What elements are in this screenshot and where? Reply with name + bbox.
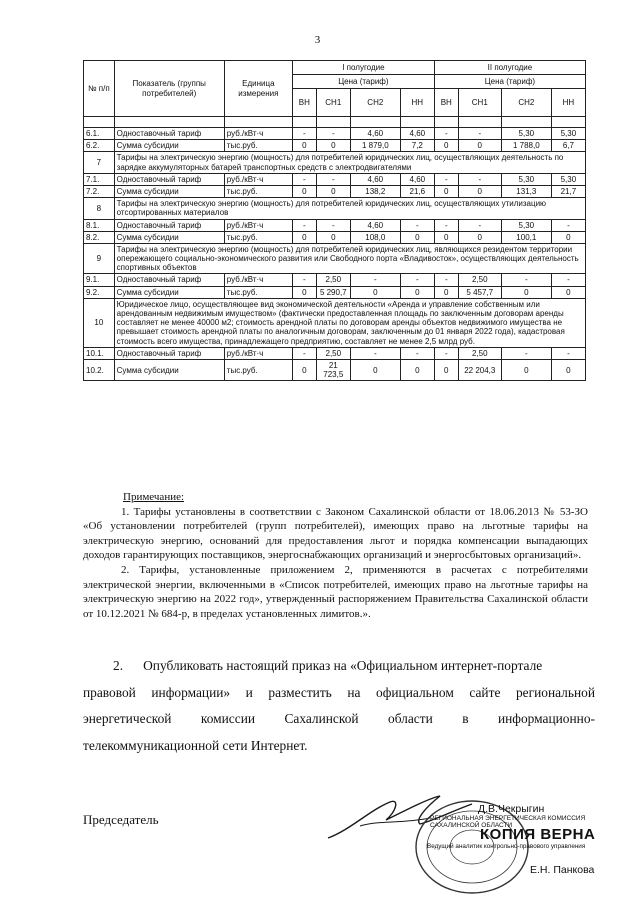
row-value: 0: [292, 286, 316, 298]
row-value: 0: [434, 185, 458, 197]
row-value: -: [458, 173, 501, 185]
row-value: 0: [501, 359, 551, 380]
item-2-line: правовой информации» и разместить на официальном сайте региональной: [83, 684, 595, 700]
row-value: 0: [551, 286, 585, 298]
col-number: [350, 117, 400, 128]
header-half2: II полугодие: [434, 61, 585, 75]
item-2-line: телекоммуникационной сети Интернет.: [83, 737, 308, 753]
row-value: -: [400, 274, 434, 286]
row-value: -: [292, 173, 316, 185]
chairman-name: Д.В.Чекрыгин: [478, 803, 545, 815]
row-value: 0: [434, 140, 458, 152]
row-number: 9: [84, 243, 115, 274]
row-unit: руб./кВт·ч: [224, 274, 292, 286]
row-unit: тыс.руб.: [224, 359, 292, 380]
row-value: 5,30: [501, 173, 551, 185]
row-value: 0: [434, 359, 458, 380]
header-level: СН2: [501, 89, 551, 117]
row-value: 5 457,7: [458, 286, 501, 298]
section-title: Тарифы на электрическую энергию (мощность) для потребителей юридических лиц, являющихся резидентом территории опережающего социально-экономического развития или Свободного порта «Владивосток», осуществляющих деятельность спортивных объектов: [114, 243, 585, 274]
section-title: Юридическое лицо, осуществляющее вид экономической деятельности «Аренда и управление собственным или арендованным недвижимым имуществом» (фактически предоставленная площадь по заключенным договорам аренды составляет не менее 40000 м2; стоимость арендной платы по договорам аренды объектов недвижимого имущества не превышает стоимость арендной платы по аналогичным договорам, заключенным до 01 января 2022 года), кадастровая стоимость всего имущества, принадлежащего предприятию, составляет не менее 2,5 млрд руб.: [114, 298, 585, 347]
row-unit: руб./кВт·ч: [224, 347, 292, 359]
row-value: -: [400, 219, 434, 231]
header-level: СН1: [458, 89, 501, 117]
header-level: НН: [551, 89, 585, 117]
col-number: [292, 117, 316, 128]
row-value: 108,0: [350, 231, 400, 243]
row-value: 0: [292, 359, 316, 380]
header-num: № п/п: [84, 61, 115, 117]
row-value: 6,7: [551, 140, 585, 152]
row-indicator: Сумма субсидии: [114, 140, 224, 152]
table-row: [84, 185, 586, 197]
notes-block: [83, 490, 588, 621]
col-number: [551, 117, 585, 128]
item-2-line: 2. Опубликовать настоящий приказ на «Официальном интернет-портале: [113, 658, 543, 673]
row-value: 0: [316, 140, 350, 152]
row-value: -: [292, 347, 316, 359]
row-value: 1 879,0: [350, 140, 400, 152]
table-row: [84, 219, 586, 231]
table-row: [84, 128, 586, 140]
row-value: 131,3: [501, 185, 551, 197]
col-number: [316, 117, 350, 128]
row-value: 2,50: [316, 274, 350, 286]
tariff-table: [83, 60, 586, 381]
row-value: 5,30: [501, 219, 551, 231]
col-number: [84, 117, 115, 128]
row-value: 0: [400, 231, 434, 243]
header-level: ВН: [434, 89, 458, 117]
row-value: 0: [292, 140, 316, 152]
row-value: -: [434, 173, 458, 185]
row-value: 5 290,7: [316, 286, 350, 298]
header-price-2: Цена (тариф): [434, 75, 585, 89]
row-value: -: [400, 347, 434, 359]
row-value: -: [434, 219, 458, 231]
header-unit: Единица измерения: [224, 61, 292, 117]
note-2: 2. Тарифы, установленные приложением 2, применяются в расчетах с потребителями электрической энергии, включенными в «Список потребителей, имеющих право на льготные тарифы на электрическую энергию на 2022 год», утвержденный распоряжением Правительства Сахалинской области от 10.12.2021 № 684-р, в пределах установленных лимитов.».: [83, 563, 588, 620]
col-number: [224, 117, 292, 128]
row-number: 8.1.: [84, 219, 115, 231]
certifier-name: Е.Н. Панкова: [530, 864, 595, 876]
table-row: [84, 231, 586, 243]
row-value: 4,60: [350, 173, 400, 185]
row-unit: руб./кВт·ч: [224, 128, 292, 140]
row-value: 21,7: [551, 185, 585, 197]
row-number: 10: [84, 298, 115, 347]
row-indicator: Одноставочный тариф: [114, 173, 224, 185]
header-level: ВН: [292, 89, 316, 117]
row-number: 7.2.: [84, 185, 115, 197]
row-value: -: [458, 219, 501, 231]
row-number: 7: [84, 152, 115, 173]
row-unit: руб./кВт·ч: [224, 219, 292, 231]
row-value: 0: [501, 286, 551, 298]
row-number: 10.1.: [84, 347, 115, 359]
row-indicator: Одноставочный тариф: [114, 347, 224, 359]
row-value: 0: [350, 286, 400, 298]
header-indicator: Показатель (группы потребителей): [114, 61, 224, 117]
table-row: [84, 274, 586, 286]
row-value: 5,30: [551, 173, 585, 185]
row-number: 7.1.: [84, 173, 115, 185]
row-value: 4,60: [350, 128, 400, 140]
row-value: -: [350, 274, 400, 286]
row-indicator: Сумма субсидии: [114, 359, 224, 380]
row-value: -: [350, 347, 400, 359]
row-value: -: [316, 173, 350, 185]
row-value: -: [292, 128, 316, 140]
row-value: -: [292, 219, 316, 231]
row-value: 0: [458, 231, 501, 243]
row-value: 0: [434, 286, 458, 298]
row-value: 0: [316, 231, 350, 243]
row-indicator: Одноставочный тариф: [114, 219, 224, 231]
row-value: -: [316, 128, 350, 140]
row-value: 7,2: [400, 140, 434, 152]
table-row: [84, 359, 586, 380]
table-row: [84, 286, 586, 298]
item-2: [83, 653, 595, 759]
section-row: [84, 152, 586, 173]
row-unit: тыс.руб.: [224, 140, 292, 152]
row-value: 4,60: [350, 219, 400, 231]
row-number: 6.1.: [84, 128, 115, 140]
row-value: 0: [458, 140, 501, 152]
copy-certified: КОПИЯ ВЕРНА: [480, 826, 596, 843]
certification-org: РЕГИОНАЛЬНАЯ ЭНЕРГЕТИЧЕСКАЯ КОМИССИЯ САХАЛИНСКОЙ ОБЛАСТИ: [430, 815, 586, 829]
header-half1: I полугодие: [292, 61, 434, 75]
row-number: 9.1.: [84, 274, 115, 286]
section-title: Тарифы на электрическую энергию (мощность) для потребителей юридических лиц, осуществляющих деятельность по зарядке аккумуляторных батарей транспортных средств с электродвигателями: [114, 152, 585, 173]
row-number: 8: [84, 198, 115, 219]
notes-heading: Примечание:: [123, 491, 185, 503]
section-row: [84, 243, 586, 274]
table-row: [84, 173, 586, 185]
row-value: -: [551, 347, 585, 359]
row-value: 0: [434, 231, 458, 243]
row-number: 8.2.: [84, 231, 115, 243]
row-value: 2,50: [458, 347, 501, 359]
row-value: -: [551, 274, 585, 286]
row-value: -: [551, 219, 585, 231]
table-row: [84, 347, 586, 359]
row-number: 6.2.: [84, 140, 115, 152]
note-1: 1. Тарифы установлены в соответствии с Законом Сахалинской области от 18.06.2013 № 53-ЗО «Об установлении потребителей (групп потребителей), имеющих право на льготные тарифы на электрическую энергию, оснований для предоставления льгот и порядка компенсации выпадающих доходов гарантирующих поставщиков, энергоснабжающих организаций и энергосбытовых организаций».: [83, 505, 588, 562]
row-value: 0: [551, 359, 585, 380]
col-number: [458, 117, 501, 128]
section-row: [84, 198, 586, 219]
row-value: 2,50: [458, 274, 501, 286]
row-value: 0: [316, 185, 350, 197]
row-value: 2,50: [316, 347, 350, 359]
col-number: [400, 117, 434, 128]
certifier-post: Ведущий аналитик контрольно-правового управления: [427, 843, 586, 850]
row-value: 1 788,0: [501, 140, 551, 152]
row-unit: тыс.руб.: [224, 286, 292, 298]
row-value: 0: [400, 359, 434, 380]
item-2-line: энергетической комиссии Сахалинской области в информационно-: [83, 711, 595, 726]
row-value: -: [434, 274, 458, 286]
row-value: 0: [458, 185, 501, 197]
table-row: [84, 140, 586, 152]
header-price-1: Цена (тариф): [292, 75, 434, 89]
header-level: СН2: [350, 89, 400, 117]
row-value: -: [501, 347, 551, 359]
col-number: [114, 117, 224, 128]
row-value: 0: [350, 359, 400, 380]
row-value: 0: [292, 231, 316, 243]
section-row: [84, 298, 586, 347]
row-value: 138,2: [350, 185, 400, 197]
row-value: -: [434, 347, 458, 359]
row-indicator: Одноставочный тариф: [114, 128, 224, 140]
row-value: -: [292, 274, 316, 286]
row-indicator: Сумма субсидии: [114, 286, 224, 298]
row-unit: руб./кВт·ч: [224, 173, 292, 185]
row-value: 5,30: [501, 128, 551, 140]
row-indicator: Сумма субсидии: [114, 231, 224, 243]
row-indicator: Одноставочный тариф: [114, 274, 224, 286]
row-unit: тыс.руб.: [224, 231, 292, 243]
row-number: 9.2.: [84, 286, 115, 298]
signature-position: Председатель: [83, 812, 159, 827]
row-value: 22 204,3: [458, 359, 501, 380]
header-level: НН: [400, 89, 434, 117]
row-number: 10.2.: [84, 359, 115, 380]
col-number: [434, 117, 458, 128]
row-value: 0: [400, 286, 434, 298]
row-value: -: [316, 219, 350, 231]
row-value: 5,30: [551, 128, 585, 140]
row-value: 100,1: [501, 231, 551, 243]
row-value: 0: [551, 231, 585, 243]
section-title: Тарифы на электрическую энергию (мощность) для потребителей юридических лиц, осуществляющих утилизацию отсортированных материалов: [114, 198, 585, 219]
header-level: СН1: [316, 89, 350, 117]
row-unit: тыс.руб.: [224, 185, 292, 197]
row-value: 21 723,5: [316, 359, 350, 380]
row-indicator: Сумма субсидии: [114, 185, 224, 197]
row-value: 21,6: [400, 185, 434, 197]
col-number: [501, 117, 551, 128]
row-value: -: [501, 274, 551, 286]
row-value: 4,60: [400, 128, 434, 140]
row-value: -: [458, 128, 501, 140]
row-value: 4,60: [400, 173, 434, 185]
row-value: 0: [292, 185, 316, 197]
row-value: -: [434, 128, 458, 140]
page-number: 3: [314, 34, 321, 46]
